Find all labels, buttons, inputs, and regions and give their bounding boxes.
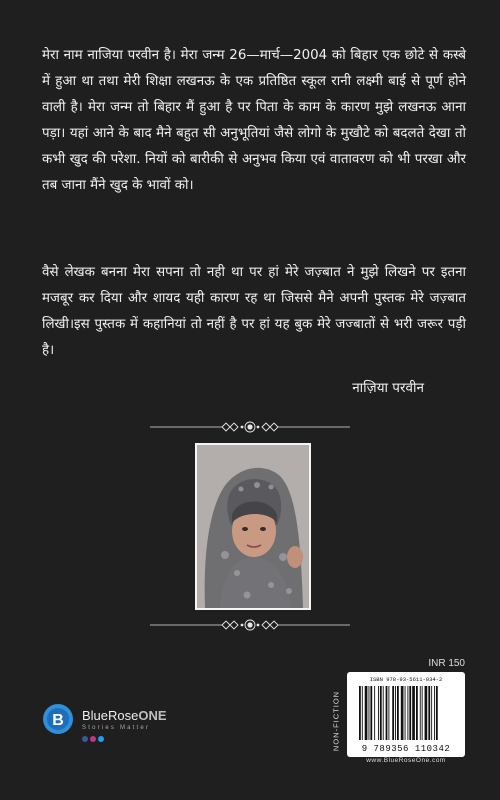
barcode-bar: [409, 686, 411, 740]
barcode-bar: [386, 686, 388, 740]
barcode-bar: [370, 686, 372, 740]
instagram-icon: [90, 736, 96, 742]
isbn-barcode: [347, 672, 465, 757]
isbn-text: ISBN 978-93-5611-034-2: [369, 676, 443, 683]
barcode-bar: [395, 686, 396, 740]
author-photo: [195, 443, 311, 610]
barcode-bar: [380, 686, 382, 740]
barcode-bar: [392, 686, 394, 740]
price-label: INR 150: [428, 658, 465, 669]
barcode-bar: [405, 686, 406, 740]
bio-paragraph-2: वैसे लेखक बनना मेरा सपना तो नही था पर हां मेरे जज़्बात ने मुझे लिखने पर इतना मजबूर कर दिया और शायद यही कारण रह था जिससे मैने अपनी पुस्तक मेरे जज़्बात लिखी।इस पुस्तक में कहानियां तो नहीं है पर हां यह बुक मेरे जज्बातों से भरी जरूर पड़ी है।: [42, 265, 466, 358]
publisher-name-part1: BlueRose: [82, 708, 139, 723]
barcode-bar: [416, 686, 418, 740]
svg-text:B: B: [52, 712, 64, 729]
ornament-divider-top: [150, 419, 350, 435]
barcode-bar: [420, 686, 421, 740]
barcode-bar: [383, 686, 384, 740]
bluerose-logo-icon: [42, 703, 74, 735]
barcode-bar: [359, 686, 361, 740]
genre-label: [330, 676, 342, 766]
barcode-bar: [407, 686, 408, 740]
barcode-bar: [362, 686, 363, 740]
barcode-bar: [397, 686, 399, 740]
barcode-bar: [369, 686, 370, 740]
bio-paragraph-1: मेरा नाम नाजिया परवीन है। मेरा जन्म 26—मार्च—2004 को बिहार एक छोटे से कस्बे में हुआ था तथा मेरी शिक्षा लखनऊ के एक प्रतिष्ठित स्कूल रानी लक्ष्मी बाई से पूर्ण होने वाली है। मेरा जन्म तो बिहार मैं हुआ है पर पिता के काम के कारण मुझे लखनऊ आना पड़ा। यहां आने के बाद मैने बहुत सी अनुभूतियां जैसे लोगो के मुखौटे को बदलते देखा तो कभी खुद की परेशा. नियों को बारीकी से अनुभव किया एवं वातावरण को भी परखा और तब जाना मैंने खुद के भावों को।: [42, 48, 466, 193]
publisher-website: www.BlueRoseOne.com: [366, 757, 446, 764]
barcode-bar: [434, 686, 435, 740]
barcode-bar: [425, 686, 428, 740]
genre-text: NON-FICTION: [331, 690, 341, 752]
barcode-bar: [365, 686, 368, 740]
publisher-tagline: Stories Matter: [82, 725, 151, 731]
publisher-name-part2: ONE: [138, 708, 167, 723]
barcode-bar: [378, 686, 379, 740]
barcode-bar: [422, 686, 423, 740]
twitter-icon: [98, 736, 104, 742]
barcode-bar: [412, 686, 415, 740]
barcode-bar: [401, 686, 404, 740]
barcode-bar: [374, 686, 375, 740]
ornament-divider-bottom: [150, 617, 350, 633]
publisher-name: [82, 708, 167, 723]
barcode-bar: [436, 686, 438, 740]
barcode-bar: [388, 686, 389, 740]
barcode-bar: [431, 686, 432, 740]
social-icons: [82, 736, 104, 742]
facebook-icon: [82, 736, 88, 742]
author-signature: नाज़िया परवीन: [352, 380, 424, 396]
barcode-number: 9 789356 110342: [361, 744, 451, 754]
barcode-bar: [428, 686, 430, 740]
